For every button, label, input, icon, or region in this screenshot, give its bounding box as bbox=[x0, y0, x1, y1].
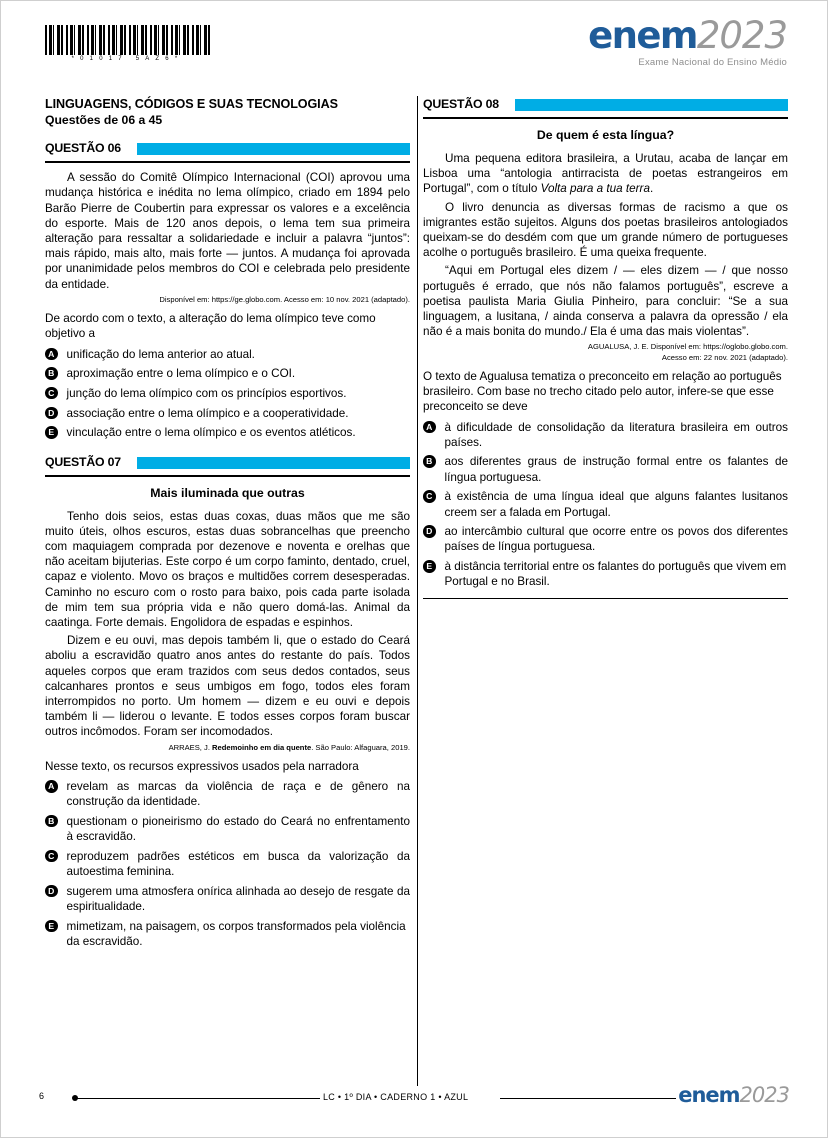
question-07-paragraph-2: Dizem e eu ouvi, mas depois também li, que o estado do Ceará aboliu a escravidão quatro anos antes do restante do país. Todos aqueles corpos que eram trazidos com seus dedos contados, seus calcanhares prontos e seus umbigos em fogo, todos eles foram interrompidos no porto. Um homem — dizem e eu ouvi e depois também li — liderou o levante. E todos esses corpos foram buscar outros incômodos. Foram ser incomodados. bbox=[45, 634, 410, 739]
column-divider bbox=[417, 96, 418, 1086]
barcode bbox=[45, 25, 210, 62]
question-08-alternatives bbox=[423, 420, 788, 590]
enem-logo bbox=[588, 14, 787, 68]
alternative-marker-e: E bbox=[45, 920, 58, 933]
alternative-option[interactable] bbox=[45, 425, 410, 440]
enem-logo-year: 2023 bbox=[696, 14, 787, 57]
source-line-1: AGUALUSA, J. E. Disponível em: https://oglobo.globo.com. bbox=[587, 342, 788, 352]
question-06-accent-bar bbox=[137, 143, 410, 155]
footer-logo-year: 2023 bbox=[739, 1083, 789, 1107]
alternative-option[interactable] bbox=[423, 559, 788, 589]
question-06-label: QUESTÃO 06 bbox=[45, 141, 121, 156]
question-07-text-title: Mais iluminada que outras bbox=[150, 485, 305, 500]
alternative-marker-e: E bbox=[45, 426, 58, 439]
barcode-digits: *01017 5AZ6* bbox=[71, 56, 184, 62]
question-08-stem: O texto de Agualusa tematiza o preconceito em relação ao português brasileiro. Com base no trecho citado pelo autor, infere-se que esse preconceito se deve bbox=[423, 369, 782, 414]
enem-logo-wordmark bbox=[588, 14, 787, 57]
alternative-option[interactable] bbox=[45, 779, 410, 809]
alternative-option[interactable] bbox=[45, 919, 410, 949]
page-header bbox=[1, 1, 828, 89]
question-06-source: Disponível em: https://ge.globo.com. Acesso em: 10 nov. 2021 (adaptado). bbox=[159, 294, 410, 304]
page-number: 6 bbox=[39, 1091, 45, 1101]
alternative-text: mimetizam, na paisagem, os corpos transformados pela violência da escravidão. bbox=[66, 919, 406, 948]
section-end-rule bbox=[423, 598, 788, 599]
alternative-option[interactable] bbox=[45, 386, 410, 401]
alternative-marker-d: D bbox=[45, 885, 58, 898]
alternative-text: junção do lema olímpico com os princípios esportivos. bbox=[66, 386, 347, 400]
question-07-source bbox=[45, 743, 410, 753]
barcode-bars bbox=[45, 25, 210, 55]
area-title: LINGUAGENS, CÓDIGOS E SUAS TECNOLOGIAS bbox=[45, 97, 338, 111]
footer-rule-left bbox=[77, 1098, 320, 1099]
footer-logo-name: enem bbox=[678, 1083, 740, 1107]
alternative-text: ao intercâmbio cultural que ocorre entre os povos dos diferentes países de língua portuguesa. bbox=[444, 525, 788, 554]
enem-logo-subtitle: Exame Nacional do Ensino Médio bbox=[638, 57, 787, 68]
alternative-option[interactable] bbox=[45, 814, 410, 844]
alternative-text: à existência de uma língua ideal que alguns falantes lusitanos creem ser a falada em Portugal. bbox=[444, 490, 788, 519]
alternative-option[interactable] bbox=[45, 849, 410, 879]
question-07-alternatives bbox=[45, 779, 410, 949]
alternative-marker-b: B bbox=[45, 367, 58, 380]
question-08-label: QUESTÃO 08 bbox=[423, 97, 499, 111]
alternative-option[interactable] bbox=[45, 406, 410, 421]
question-08-header bbox=[423, 96, 788, 119]
alternative-text: sugerem uma atmosfera onírica alinhada ao desejo de resgate da espiritualidade. bbox=[66, 884, 410, 913]
alternative-text: aos diferentes graus de instrução formal entre os falantes de língua portuguesa. bbox=[444, 455, 788, 484]
footer-booklet-info: LC • 1º DIA • CADERNO 1 • AZUL bbox=[323, 1092, 469, 1102]
page-footer bbox=[1, 1085, 828, 1119]
alternative-marker-a: A bbox=[45, 348, 58, 361]
alternative-marker-e: E bbox=[423, 560, 436, 573]
alternative-text: à distância territorial entre os falantes do português que vivem em Portugal e no Brasil. bbox=[444, 560, 787, 589]
question-07-stem: Nesse texto, os recursos expressivos usados pela narradora bbox=[45, 759, 359, 773]
alternative-option[interactable] bbox=[423, 489, 788, 519]
alternative-option[interactable] bbox=[423, 420, 788, 450]
question-08-accent-bar bbox=[515, 99, 788, 111]
question-07-paragraph-1: Tenho dois seios, estas duas coxas, duas mãos que me são muito úteis, olhos escuros, estas duas sobrancelhas que preencho com maquiagem comprada por dezenove e noventa e orelhas que não aceitam bijuterias. Este corpo é um corpo faminto, dentado, cruel, capaz e violento. Movo os braços e multidões correm desesperadas. Caminho no escuro com o rosto para baixo, pois cada parte isolada de mim tem sua própria vida e não quero domá-las. Animal da caatinga. Forte demais. Engolidora de espadas e espinhos. bbox=[45, 509, 410, 629]
paragraph-1-part-a: Uma pequena editora brasileira, a Urutau, acaba de lançar em Lisboa uma “antologia antirracista de poetas estrangeiros em Portugal”, com o título bbox=[423, 151, 788, 196]
alternative-marker-d: D bbox=[423, 525, 436, 538]
alternative-text: revelam as marcas da violência de raça e de gênero na construção da identidade. bbox=[66, 780, 410, 809]
alternative-option[interactable] bbox=[423, 454, 788, 484]
alternative-text: vinculação entre o lema olímpico e os eventos atléticos. bbox=[66, 426, 356, 440]
question-06-header bbox=[45, 140, 410, 163]
enem-logo-name: enem bbox=[588, 14, 697, 57]
alternative-marker-d: D bbox=[45, 407, 58, 420]
alternative-text: unificação do lema anterior ao atual. bbox=[66, 347, 255, 361]
question-08-paragraph-1 bbox=[423, 151, 788, 197]
right-column bbox=[423, 96, 788, 599]
question-08-source bbox=[423, 342, 788, 363]
alternative-text: associação entre o lema olímpico e a cooperatividade. bbox=[66, 406, 349, 420]
alternative-marker-a: A bbox=[45, 780, 58, 793]
alternative-option[interactable] bbox=[45, 884, 410, 914]
alternative-marker-c: C bbox=[45, 850, 58, 863]
source-line-2: Acesso em: 22 nov. 2021 (adaptado). bbox=[661, 352, 788, 362]
question-07-header bbox=[45, 454, 410, 477]
alternative-marker-a: A bbox=[423, 421, 436, 434]
question-07-accent-bar bbox=[137, 457, 410, 469]
question-07-label: QUESTÃO 07 bbox=[45, 454, 121, 469]
footer-rule-right bbox=[500, 1098, 676, 1099]
alternative-text: questionam o pioneirismo do estado do Ceará no enfrentamento à escravidão. bbox=[66, 814, 410, 844]
alternative-marker-b: B bbox=[423, 455, 436, 468]
alternative-text: reproduzem padrões estéticos em busca da valorização da autoestima feminina. bbox=[66, 849, 410, 879]
question-06-alternatives bbox=[45, 347, 410, 441]
source-author: ARRAES, J. bbox=[168, 742, 213, 752]
book-title: Volta para a tua terra bbox=[540, 182, 650, 196]
area-subtitle: Questões de 06 a 45 bbox=[45, 113, 163, 128]
source-publisher: . São Paulo: Alfaguara, 2019. bbox=[311, 742, 410, 752]
footer-enem-logo bbox=[678, 1085, 789, 1106]
paragraph-1-part-b: . bbox=[649, 182, 654, 196]
question-08-paragraph-2: O livro denuncia as diversas formas de racismo a que os imigrantes estão sujeitos. Alguns dos poetas brasileiros antologiados queixam-se do desdém com que um grande número de portugueses acolhe o português brasileiro. É uma queixa frequente. bbox=[423, 200, 788, 260]
question-08-paragraph-3: “Aqui em Portugal eles dizem / — eles dizem — / que nosso português é errado, que nós não falamos português”, escreve a poetisa paulista Maria Giulia Pinheiro, para concluir: “Se a sua linguagem, a lusitana, / ainda conserva a palavra da opressão / ela não é a mais bonita do mundo./ Ela é uma das mais violentas”. bbox=[423, 264, 788, 339]
alternative-marker-c: C bbox=[423, 490, 436, 503]
alternative-option[interactable] bbox=[45, 347, 410, 362]
alternative-text: aproximação entre o lema olímpico e o COI. bbox=[66, 367, 296, 381]
alternative-text: à dificuldade de consolidação da literatura brasileira em outros países. bbox=[444, 420, 788, 449]
alternative-marker-c: C bbox=[45, 387, 58, 400]
alternative-option[interactable] bbox=[423, 524, 788, 554]
alternative-option[interactable] bbox=[45, 366, 410, 381]
left-column bbox=[45, 96, 410, 954]
question-06-stem: De acordo com o texto, a alteração do lema olímpico teve como objetivo a bbox=[45, 312, 376, 341]
source-work-title: Redemoinho em dia quente bbox=[212, 742, 312, 752]
question-08-text-title: De quem é esta língua? bbox=[536, 128, 675, 142]
alternative-marker-b: B bbox=[45, 815, 58, 828]
question-06-body: A sessão do Comitê Olímpico Internacional (COI) aprovou uma mudança histórica e inédita no lema olímpico, criado em 1894 pelo Barão Pierre de Coubertin para expressar os valores e a excelência do esporte. Mais de 120 anos depois, o lema tem sua primeira alteração para ressaltar a solidariedade e incluir a palavra “juntos”: mais rápido, mais alto, mais forte — juntos. A mudança foi aprovada por unanimidade pelos membros do COI e celebrada pelo presidente da entidade. bbox=[45, 171, 410, 291]
